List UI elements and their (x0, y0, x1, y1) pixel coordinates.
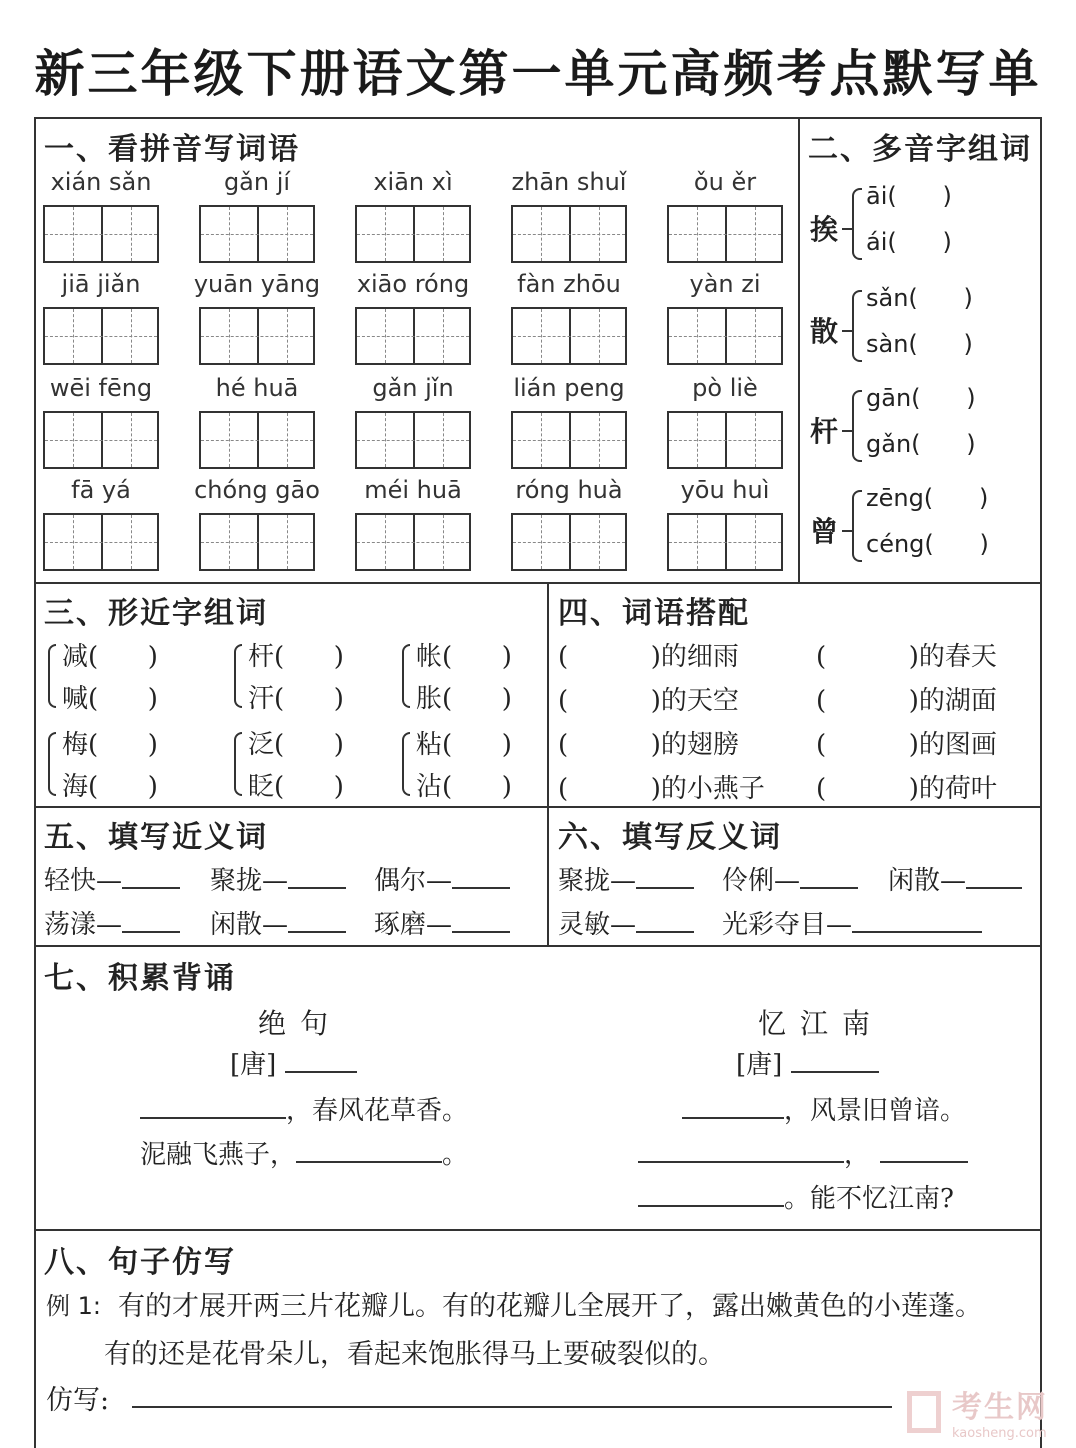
writing-grid[interactable] (511, 307, 627, 365)
poem-2-title: 忆江南 (758, 1007, 885, 1040)
poem-2-author (736, 1044, 879, 1081)
similar-char-blank[interactable]: 海( ) (62, 772, 158, 802)
writing-grid[interactable] (667, 307, 783, 365)
brace-icon (48, 732, 56, 796)
pinyin-label: xiān xì (373, 168, 453, 196)
poem-2-line-2 (638, 1134, 968, 1171)
section-8-title: 八、句子仿写 (44, 1245, 236, 1280)
writing-grid[interactable] (355, 411, 471, 469)
pinyin-label: zhān shuǐ (511, 168, 627, 196)
poem-blank[interactable] (880, 1139, 968, 1163)
answer-blank[interactable] (452, 865, 510, 889)
section-6-title: 六、填写反义词 (558, 820, 782, 855)
word-label: 聚拢— (210, 866, 289, 896)
pairing-blank[interactable]: ( )的图画 (816, 730, 997, 760)
word-blank-item (44, 904, 180, 941)
pinyin-label: xiāo róng (356, 270, 470, 298)
word-blank-item (374, 860, 510, 897)
pairing-blank[interactable]: ( )的荷叶 (816, 774, 997, 804)
word-label: 荡漾— (44, 910, 123, 940)
word-label: 偶尔— (374, 866, 453, 896)
pinyin-label: yàn zi (689, 270, 761, 298)
section-4-title: 四、词语搭配 (558, 596, 750, 631)
word-label: 聚拢— (558, 866, 637, 896)
writing-grid[interactable] (43, 411, 159, 469)
answer-blank[interactable] (122, 865, 180, 889)
word-blank-item (888, 860, 1022, 897)
poem-blank[interactable] (638, 1183, 784, 1207)
brace-icon (234, 732, 242, 796)
word-blank-item (210, 860, 346, 897)
writing-grid[interactable] (199, 411, 315, 469)
answer-blank[interactable] (636, 865, 694, 889)
word-label: 伶俐— (722, 866, 801, 896)
page-title: 新三年级下册语文第一单元高频考点默写单 (34, 44, 1042, 103)
watermark-cn: 考生网 (952, 1390, 1048, 1425)
poem-1-author (230, 1044, 357, 1081)
brace-icon (234, 644, 242, 708)
poem-1-line-2 (140, 1134, 468, 1171)
writing-grid[interactable] (511, 513, 627, 571)
pinyin-label: lián peng (513, 374, 625, 402)
word-blank-item (210, 904, 346, 941)
pinyin-label: fàn zhōu (517, 270, 621, 298)
poem-1-line-1 (140, 1090, 468, 1127)
polyphone-blank[interactable]: zēng( ) (866, 484, 989, 512)
writing-grid[interactable] (667, 411, 783, 469)
writing-grid[interactable] (667, 513, 783, 571)
answer-blank[interactable] (452, 909, 510, 933)
word-label: 光彩夺目— (722, 910, 853, 940)
example-label: 例 1: (46, 1292, 101, 1320)
polyphone-char: 散 (810, 315, 839, 348)
pairing-blank[interactable]: ( )的翅膀 (558, 730, 739, 760)
poem-text: ，春风花草香。 (286, 1096, 469, 1126)
writing-grid[interactable] (43, 205, 159, 263)
poem-1-dynasty: [唐] (230, 1050, 277, 1080)
imitate-label: 仿写: (46, 1385, 110, 1416)
poem-2-line-1 (682, 1090, 966, 1127)
polyphone-char: 挨 (810, 213, 839, 246)
answer-blank[interactable] (800, 865, 858, 889)
poem-text: 。能不忆江南? (784, 1184, 954, 1214)
similar-char-blank[interactable]: 梅( ) (62, 730, 158, 760)
poem-text: 泥融飞燕子， (140, 1140, 297, 1170)
answer-blank[interactable] (852, 909, 982, 933)
pinyin-label: méi huā (364, 476, 462, 504)
brace-icon (852, 290, 862, 362)
writing-grid[interactable] (199, 513, 315, 571)
writing-grid[interactable] (199, 205, 315, 263)
similar-char-blank[interactable]: 喊( ) (62, 684, 158, 714)
imitate-answer-line[interactable] (132, 1406, 892, 1408)
pinyin-label: ǒu ěr (693, 168, 757, 196)
answer-blank[interactable] (966, 865, 1022, 889)
polyphone-blank[interactable]: sàn( ) (866, 330, 973, 358)
poem-1-title: 绝句 (258, 1007, 343, 1040)
example-line-1: 有的才展开两三片花瓣儿。有的花瓣儿全展开了，露出嫩黄色的小莲蓬。 (118, 1291, 982, 1322)
polyphone-char: 曾 (810, 515, 839, 548)
brace-icon (48, 644, 56, 708)
similar-char-blank[interactable]: 胀( ) (416, 684, 512, 714)
polyphone-blank[interactable]: āi( ) (866, 182, 952, 210)
writing-grid[interactable] (43, 513, 159, 571)
poem-text: 。 (442, 1140, 469, 1170)
answer-blank[interactable] (636, 909, 694, 933)
pairing-blank[interactable]: ( )的春天 (816, 642, 997, 672)
section-3-title: 三、形近字组词 (44, 596, 268, 631)
word-blank-item (374, 904, 510, 941)
similar-char-blank[interactable]: 沾( ) (416, 772, 512, 802)
similar-char-blank[interactable]: 减( ) (62, 642, 158, 672)
pinyin-label: yōu huì (680, 476, 770, 504)
poem-2-dynasty: [唐] (736, 1050, 783, 1080)
poem-2-line-3 (638, 1178, 954, 1215)
pairing-blank[interactable]: ( )的湖面 (816, 686, 997, 716)
word-label: 闲散— (888, 866, 967, 896)
author-blank[interactable] (791, 1049, 879, 1073)
brace-icon (402, 644, 410, 708)
section-5-title: 五、填写近义词 (44, 820, 268, 855)
pinyin-label: róng huà (515, 476, 623, 504)
brace-icon (402, 732, 410, 796)
writing-grid[interactable] (355, 205, 471, 263)
pinyin-label: hé huā (215, 374, 299, 402)
pinyin-label: pò liè (692, 374, 758, 402)
word-label: 轻快— (44, 866, 123, 896)
section-1-title: 一、看拼音写词语 (44, 132, 300, 167)
writing-grid[interactable] (511, 411, 627, 469)
similar-char-blank[interactable]: 汗( ) (248, 684, 344, 714)
writing-grid[interactable] (355, 513, 471, 571)
brace-icon (852, 390, 862, 462)
word-blank-item (722, 860, 858, 897)
answer-blank[interactable] (288, 865, 346, 889)
writing-grid[interactable] (667, 205, 783, 263)
polyphone-blank[interactable]: ái( ) (866, 228, 952, 256)
poem-blank[interactable] (140, 1095, 286, 1119)
writing-grid[interactable] (43, 307, 159, 365)
polyphone-char: 杆 (810, 415, 839, 448)
pinyin-label: xián sǎn (50, 168, 152, 196)
polyphone-blank[interactable]: sǎn( ) (866, 284, 973, 312)
polyphone-blank[interactable]: gān( ) (866, 384, 976, 412)
word-label: 琢磨— (374, 910, 453, 940)
brace-icon (852, 490, 862, 562)
section-7-title: 七、积累背诵 (44, 961, 236, 996)
pinyin-label: gǎn jǐn (372, 374, 454, 402)
word-blank-item (558, 904, 694, 941)
pinyin-label: jiā jiǎn (61, 270, 141, 298)
watermark (907, 1382, 1048, 1441)
writing-grid[interactable] (511, 205, 627, 263)
similar-char-blank[interactable]: 泛( ) (248, 730, 344, 760)
similar-char-blank[interactable]: 眨( ) (248, 772, 344, 802)
pinyin-label: wēi fēng (49, 374, 153, 402)
pairing-blank[interactable]: ( )的细雨 (558, 642, 739, 672)
poem-text: ，风景旧曾谙。 (784, 1096, 967, 1126)
brace-icon (852, 188, 862, 260)
polyphone-blank[interactable]: céng( ) (866, 530, 989, 558)
polyphone-blank[interactable]: gǎn( ) (866, 430, 976, 458)
pinyin-label: yuān yāng (193, 270, 321, 298)
watermark-logo-icon (907, 1391, 941, 1433)
author-blank[interactable] (285, 1049, 357, 1073)
word-blank-item (558, 860, 694, 897)
word-label: 灵敏— (558, 910, 637, 940)
writing-grid[interactable] (355, 307, 471, 365)
word-label: 闲散— (210, 910, 289, 940)
word-blank-item (722, 904, 982, 941)
pairing-blank[interactable]: ( )的天空 (558, 686, 739, 716)
poem-blank[interactable] (296, 1139, 442, 1163)
pinyin-label: gǎn jí (223, 168, 291, 196)
pinyin-label: chóng gāo (194, 476, 320, 504)
word-blank-item (44, 860, 180, 897)
similar-char-blank[interactable]: 杆( ) (248, 642, 344, 672)
section-2-title: 二、多音字组词 (808, 132, 1032, 167)
poem-blank[interactable] (682, 1095, 784, 1119)
poem-blank[interactable] (638, 1139, 844, 1163)
poem-text: ， (844, 1140, 871, 1170)
answer-blank[interactable] (122, 909, 180, 933)
answer-blank[interactable] (288, 909, 346, 933)
pinyin-label: fā yá (71, 476, 131, 504)
watermark-en: kaosheng.com (952, 1426, 1047, 1441)
similar-char-blank[interactable]: 粘( ) (416, 730, 512, 760)
writing-grid[interactable] (199, 307, 315, 365)
pairing-blank[interactable]: ( )的小燕子 (558, 774, 765, 804)
similar-char-blank[interactable]: 帐( ) (416, 642, 512, 672)
example-line-2: 有的还是花骨朵儿，看起来饱胀得马上要破裂似的。 (104, 1339, 725, 1370)
